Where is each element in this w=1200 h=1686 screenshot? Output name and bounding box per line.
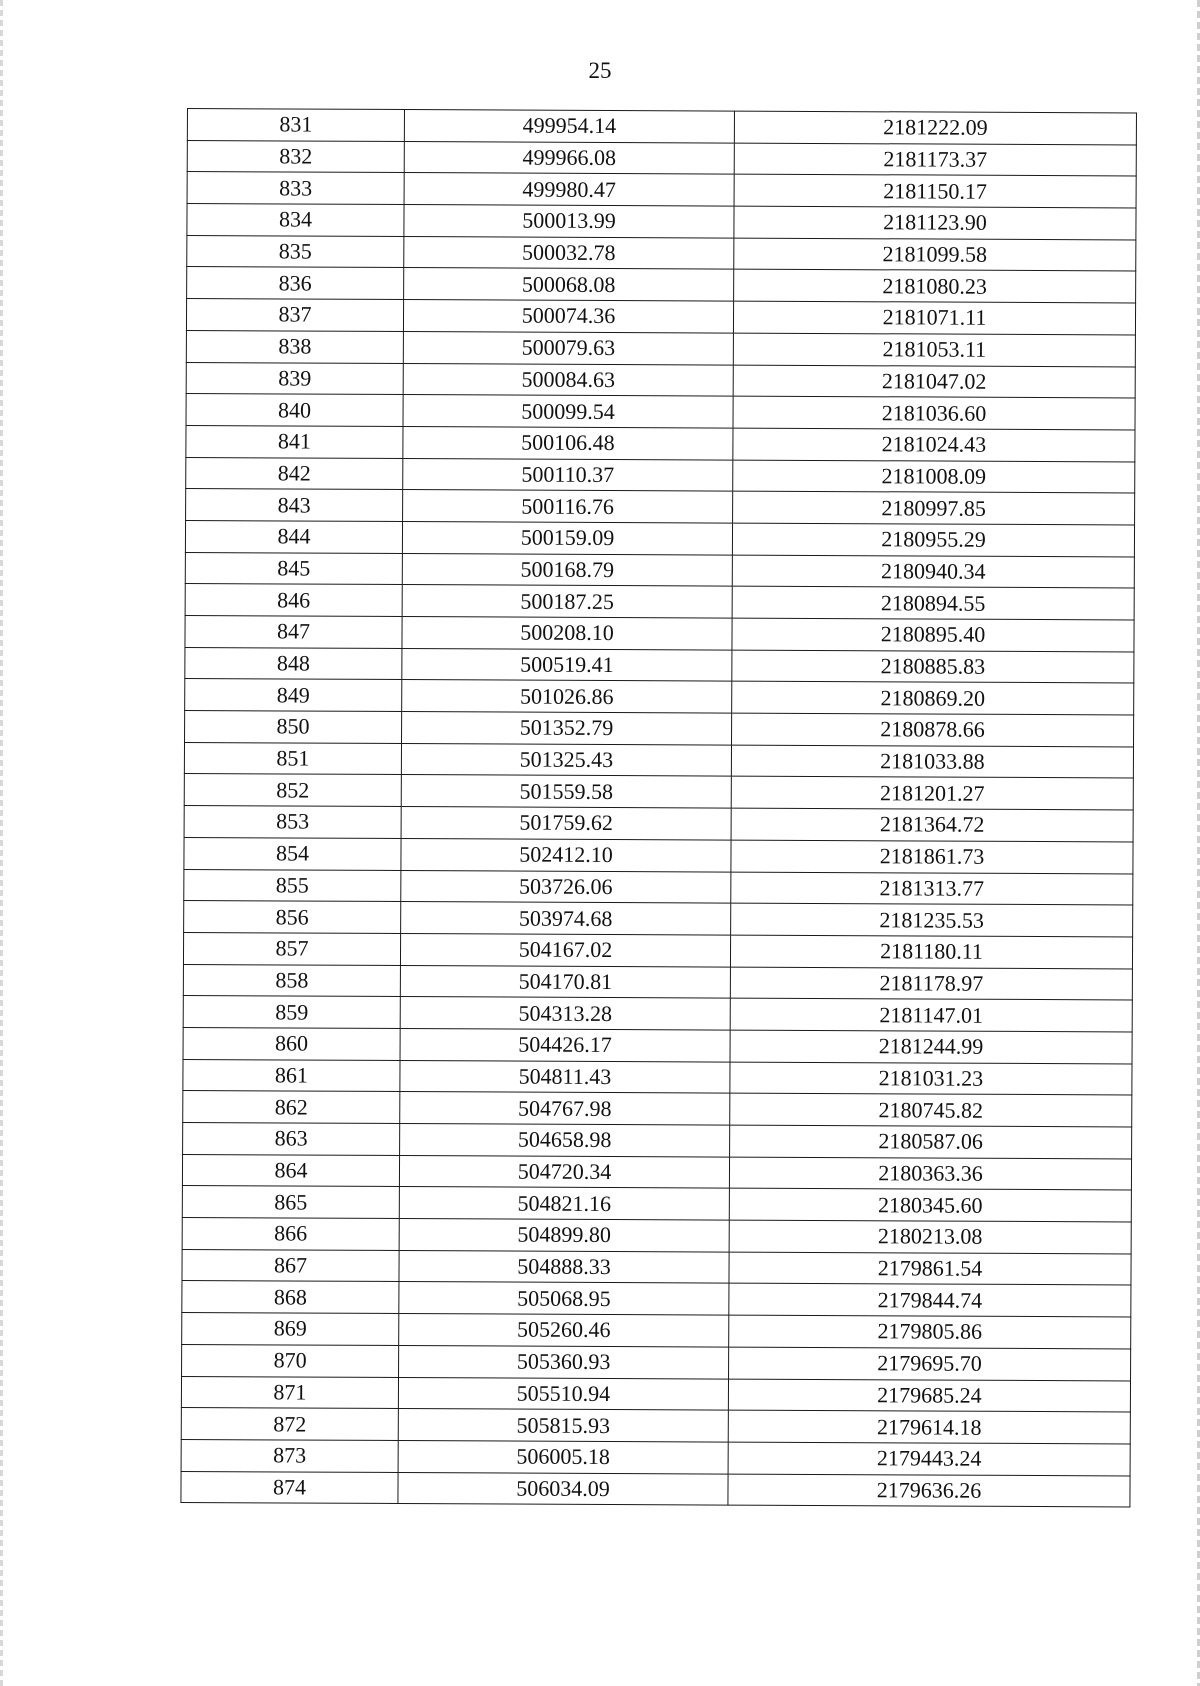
point-number-cell: 866 [182,1218,399,1251]
point-number-cell: 850 [185,711,402,744]
x-coordinate-cell: 503974.68 [401,902,731,935]
point-number-cell: 869 [182,1313,399,1346]
table-row [182,1249,1131,1285]
table-row [182,1281,1131,1317]
x-coordinate-cell: 500084.63 [403,363,733,396]
y-coordinate-cell: 2181861.73 [731,840,1133,874]
x-coordinate-cell: 500074.36 [403,300,733,333]
table-row [181,1376,1130,1412]
y-coordinate-cell: 2181099.58 [734,238,1136,272]
x-coordinate-cell: 506005.18 [398,1440,728,1473]
x-coordinate-cell: 499966.08 [404,141,734,174]
table-row [187,172,1136,208]
y-coordinate-cell: 2180955.29 [732,523,1134,557]
point-number-cell: 863 [183,1122,400,1155]
point-number-cell: 855 [184,869,401,902]
x-coordinate-cell: 500208.10 [402,617,732,650]
table-row [182,1313,1131,1349]
table-row [183,1059,1132,1095]
x-coordinate-cell: 500519.41 [402,648,732,681]
x-coordinate-cell: 501352.79 [402,712,732,745]
point-number-cell: 857 [183,932,400,965]
table-row [187,140,1136,176]
point-number-cell: 870 [182,1344,399,1377]
point-number-cell: 872 [181,1408,398,1441]
x-coordinate-cell: 504811.43 [400,1060,730,1093]
x-coordinate-cell: 500079.63 [403,331,733,364]
y-coordinate-cell: 2180345.60 [729,1188,1131,1222]
y-coordinate-cell: 2179844.74 [729,1284,1131,1318]
y-coordinate-cell: 2181031.23 [730,1062,1132,1096]
x-coordinate-cell: 505815.93 [398,1409,728,1442]
table-row [187,267,1136,303]
x-coordinate-cell: 504313.28 [400,997,730,1030]
y-coordinate-cell: 2181024.43 [733,428,1135,462]
table-row [187,109,1136,145]
x-coordinate-cell: 501759.62 [401,807,731,840]
x-coordinate-cell: 500159.09 [402,521,732,554]
y-coordinate-cell: 2181222.09 [734,111,1136,145]
point-number-cell: 860 [183,1027,400,1060]
x-coordinate-cell: 504767.98 [400,1092,730,1125]
y-coordinate-cell: 2179636.26 [728,1474,1130,1508]
y-coordinate-cell: 2181178.97 [730,967,1132,1001]
x-coordinate-cell: 501325.43 [401,743,731,776]
x-coordinate-cell: 500187.25 [402,585,732,618]
x-coordinate-cell: 499980.47 [404,173,734,206]
table-row [185,615,1134,651]
x-coordinate-cell: 505510.94 [398,1377,728,1410]
x-coordinate-cell: 504720.34 [399,1155,729,1188]
y-coordinate-cell: 2181364.72 [731,808,1133,842]
y-coordinate-cell: 2179443.24 [728,1442,1130,1476]
point-number-cell: 836 [187,267,404,300]
table-row [183,1122,1132,1158]
table-row [183,996,1132,1032]
y-coordinate-cell: 2181150.17 [734,174,1136,208]
table-row [182,1344,1131,1380]
y-coordinate-cell: 2180940.34 [732,555,1134,589]
table-row [183,1091,1132,1127]
x-coordinate-cell: 500068.08 [404,268,734,301]
page-number: 25 [588,58,612,83]
y-coordinate-cell: 2181008.09 [733,460,1135,494]
table-row [187,235,1136,271]
point-number-cell: 833 [187,172,404,205]
x-coordinate-cell: 505360.93 [399,1345,729,1378]
table-row [183,1027,1132,1063]
table-row [185,552,1134,588]
y-coordinate-cell: 2181244.99 [730,1030,1132,1064]
y-coordinate-cell: 2181201.27 [731,777,1133,811]
y-coordinate-cell: 2180997.85 [733,491,1135,525]
table-row [185,679,1134,715]
point-number-cell: 837 [186,299,403,332]
x-coordinate-cell: 500116.76 [403,490,733,523]
x-coordinate-cell: 504167.02 [400,933,730,966]
table-row [184,869,1133,905]
y-coordinate-cell: 2179805.86 [729,1315,1131,1349]
point-number-cell: 868 [182,1281,399,1314]
y-coordinate-cell: 2181053.11 [733,333,1135,367]
point-number-cell: 862 [183,1091,400,1124]
y-coordinate-cell: 2181036.60 [733,396,1135,430]
table-row [184,806,1133,842]
y-coordinate-cell: 2181080.23 [734,270,1136,304]
point-number-cell: 840 [186,394,403,427]
table-row [183,964,1132,1000]
y-coordinate-cell: 2181313.77 [731,872,1133,906]
point-number-cell: 847 [185,615,402,648]
point-number-cell: 835 [187,235,404,268]
x-coordinate-cell: 499954.14 [404,110,734,143]
y-coordinate-cell: 2181123.90 [734,206,1136,240]
x-coordinate-cell: 504888.33 [399,1250,729,1283]
point-number-cell: 854 [184,837,401,870]
y-coordinate-cell: 2179685.24 [728,1379,1130,1413]
point-number-cell: 865 [182,1186,399,1219]
x-coordinate-cell: 500013.99 [404,205,734,238]
point-number-cell: 842 [186,457,403,490]
table-row [186,330,1135,366]
table-row [184,837,1133,873]
x-coordinate-cell: 500168.79 [402,553,732,586]
table-row [186,362,1135,398]
x-coordinate-cell: 501559.58 [401,775,731,808]
point-number-cell: 839 [186,362,403,395]
x-coordinate-cell: 504821.16 [399,1187,729,1220]
point-number-cell: 852 [184,774,401,807]
table-row [186,489,1135,525]
point-number-cell: 853 [184,806,401,839]
point-number-cell: 843 [186,489,403,522]
point-number-cell: 864 [182,1154,399,1187]
point-number-cell: 838 [186,330,403,363]
x-coordinate-cell: 500032.78 [404,236,734,269]
y-coordinate-cell: 2180213.08 [729,1220,1131,1254]
x-coordinate-cell: 502412.10 [401,838,731,871]
coordinate-table [180,108,1137,1508]
y-coordinate-cell: 2181173.37 [734,143,1136,177]
x-coordinate-cell: 503726.06 [401,870,731,903]
table-row [186,299,1135,335]
y-coordinate-cell: 2180885.83 [732,650,1134,684]
coordinate-table-body [181,109,1137,1508]
y-coordinate-cell: 2181147.01 [730,998,1132,1032]
point-number-cell: 867 [182,1249,399,1282]
y-coordinate-cell: 2180745.82 [730,1093,1132,1127]
x-coordinate-cell: 505068.95 [399,1282,729,1315]
table-row [182,1154,1131,1190]
point-number-cell: 856 [184,901,401,934]
table-row [185,584,1134,620]
y-coordinate-cell: 2179861.54 [729,1252,1131,1286]
table-row [182,1218,1131,1254]
y-coordinate-cell: 2181071.11 [733,301,1135,335]
table-row [186,394,1135,430]
x-coordinate-cell: 506034.09 [398,1472,728,1505]
y-coordinate-cell: 2179695.70 [729,1347,1131,1381]
table-row [185,520,1134,556]
x-coordinate-cell: 500099.54 [403,395,733,428]
table-row [184,901,1133,937]
table-row [184,774,1133,810]
y-coordinate-cell: 2181235.53 [731,903,1133,937]
x-coordinate-cell: 500110.37 [403,458,733,491]
y-coordinate-cell: 2180895.40 [732,618,1134,652]
point-number-cell: 848 [185,647,402,680]
y-coordinate-cell: 2179614.18 [728,1410,1130,1444]
table-row [187,204,1136,240]
x-coordinate-cell: 504899.80 [399,1219,729,1252]
point-number-cell: 846 [185,584,402,617]
point-number-cell: 851 [184,742,401,775]
point-number-cell: 849 [185,679,402,712]
point-number-cell: 834 [187,204,404,237]
point-number-cell: 871 [181,1376,398,1409]
table-row [185,647,1134,683]
table-row [182,1186,1131,1222]
table-row [183,932,1132,968]
point-number-cell: 844 [185,520,402,553]
y-coordinate-cell: 2180869.20 [732,681,1134,715]
point-number-cell: 841 [186,425,403,458]
x-coordinate-cell: 500106.48 [403,426,733,459]
point-number-cell: 861 [183,1059,400,1092]
table-row [181,1471,1130,1507]
table-row [184,742,1133,778]
y-coordinate-cell: 2181180.11 [730,935,1132,969]
point-number-cell: 859 [183,996,400,1029]
scan-edge-left [0,0,3,1686]
y-coordinate-cell: 2181047.02 [733,365,1135,399]
x-coordinate-cell: 504658.98 [400,1124,730,1157]
y-coordinate-cell: 2180894.55 [732,586,1134,620]
point-number-cell: 845 [185,552,402,585]
point-number-cell: 873 [181,1439,398,1472]
table-row [181,1439,1130,1475]
point-number-cell: 858 [183,964,400,997]
y-coordinate-cell: 2181033.88 [731,745,1133,779]
point-number-cell: 832 [187,140,404,173]
x-coordinate-cell: 505260.46 [399,1314,729,1347]
table-row [185,711,1134,747]
table-row [186,457,1135,493]
x-coordinate-cell: 501026.86 [402,680,732,713]
y-coordinate-cell: 2180587.06 [730,1125,1132,1159]
table-row [186,425,1135,461]
point-number-cell: 874 [181,1471,398,1504]
table-row [181,1408,1130,1444]
x-coordinate-cell: 504170.81 [400,965,730,998]
point-number-cell: 831 [187,109,404,142]
x-coordinate-cell: 504426.17 [400,1028,730,1061]
y-coordinate-cell: 2180878.66 [732,713,1134,747]
y-coordinate-cell: 2180363.36 [729,1157,1131,1191]
